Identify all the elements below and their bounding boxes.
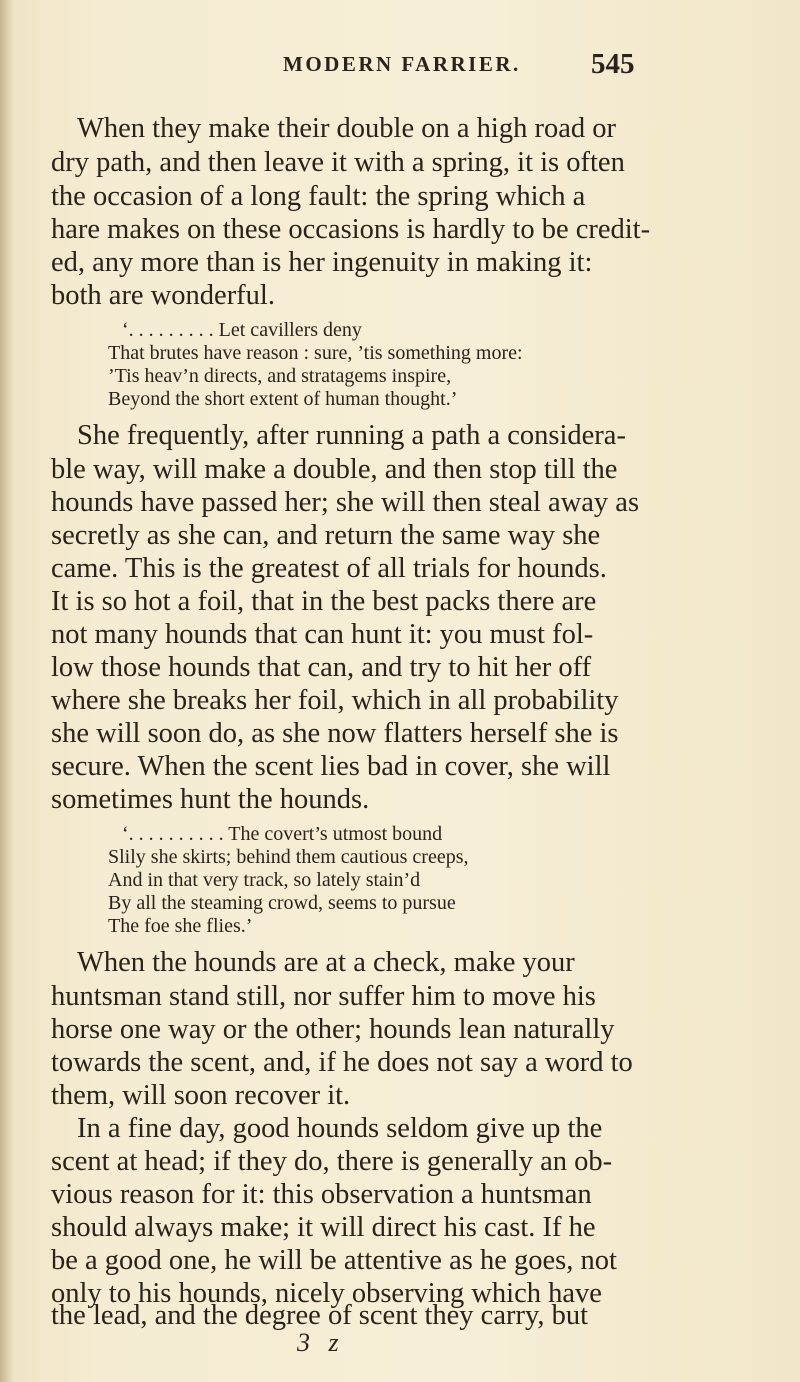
signature-mark: 3 z [297, 1328, 345, 1357]
text-line: be a good one, he will be attentive as he goes, not [51, 1245, 617, 1276]
verse-line: The foe she flies.’ [108, 915, 253, 937]
verse-line: ’Tis heav’n directs, and stratagems inspire, [108, 365, 452, 387]
text-line: both are wonderful. [51, 280, 275, 311]
text-line: should always make; it will direct his cast. If he [51, 1212, 596, 1243]
text-line: only to his hounds, nicely observing which have [51, 1278, 602, 1309]
running-head: MODERN FARRIER. [283, 52, 521, 76]
text-line: When the hounds are at a check, make your [77, 947, 575, 978]
text-line: hounds have passed her; she will then steal away as [51, 487, 640, 518]
text-line: huntsman stand still, nor suffer him to move his [51, 981, 596, 1012]
text-line: vious reason for it: this observation a huntsman [51, 1179, 592, 1210]
text-line: towards the scent, and, if he does not say a word to [51, 1047, 633, 1078]
text-line: horse one way or the other; hounds lean naturally [51, 1014, 615, 1045]
text-line: secure. When the scent lies bad in cover, she will [51, 751, 611, 782]
text-line: the occasion of a long fault: the spring which a [51, 181, 586, 212]
page-number: 545 [591, 48, 635, 80]
gutter-shadow [0, 0, 14, 1382]
text-line: In a fine day, good hounds seldom give up the [77, 1113, 603, 1144]
text-line: them, will soon recover it. [51, 1080, 351, 1111]
text-line: where she breaks her foil, which in all probability [51, 685, 619, 716]
text-line: scent at head; if they do, there is generally an ob- [51, 1146, 613, 1177]
verse-line: That brutes have reason : sure, ’tis something more: [108, 342, 523, 364]
verse-line: ‘. . . . . . . . . . The covert’s utmost bound [122, 823, 443, 845]
verse-line: ‘. . . . . . . . . Let cavillers deny [122, 319, 362, 341]
text-line: the lead, and the degree of scent they carry, but [51, 1300, 589, 1331]
verse-line: Slily she skirts; behind them cautious creeps, [108, 846, 469, 868]
text-line: low those hounds that can, and try to hit her off [51, 652, 592, 683]
text-line: came. This is the greatest of all trials for hounds. [51, 553, 607, 584]
verse-line: And in that very track, so lately stain’d [108, 869, 421, 891]
verse-line: By all the steaming crowd, seems to pursue [108, 892, 456, 914]
page-header [0, 48, 800, 88]
text-line: It is so hot a foil, that in the best packs there are [51, 586, 597, 617]
verse-line: Beyond the short extent of human thought.’ [108, 388, 458, 410]
text-line: dry path, and then leave it with a spring, it is often [51, 147, 625, 178]
text-line: When they make their double on a high road or [77, 113, 616, 144]
text-line: secretly as she can, and return the same way she [51, 520, 601, 551]
text-line: not many hounds that can hunt it: you must fol- [51, 619, 594, 650]
text-line: ble way, will make a double, and then stop till the [51, 454, 618, 485]
text-line: She frequently, after running a path a considera- [77, 420, 626, 451]
text-line: ed, any more than is her ingenuity in making it: [51, 247, 593, 278]
text-line: she will soon do, as she now flatters herself she is [51, 718, 619, 749]
text-line: sometimes hunt the hounds. [51, 784, 370, 815]
text-line: hare makes on these occasions is hardly to be credit- [51, 214, 651, 245]
